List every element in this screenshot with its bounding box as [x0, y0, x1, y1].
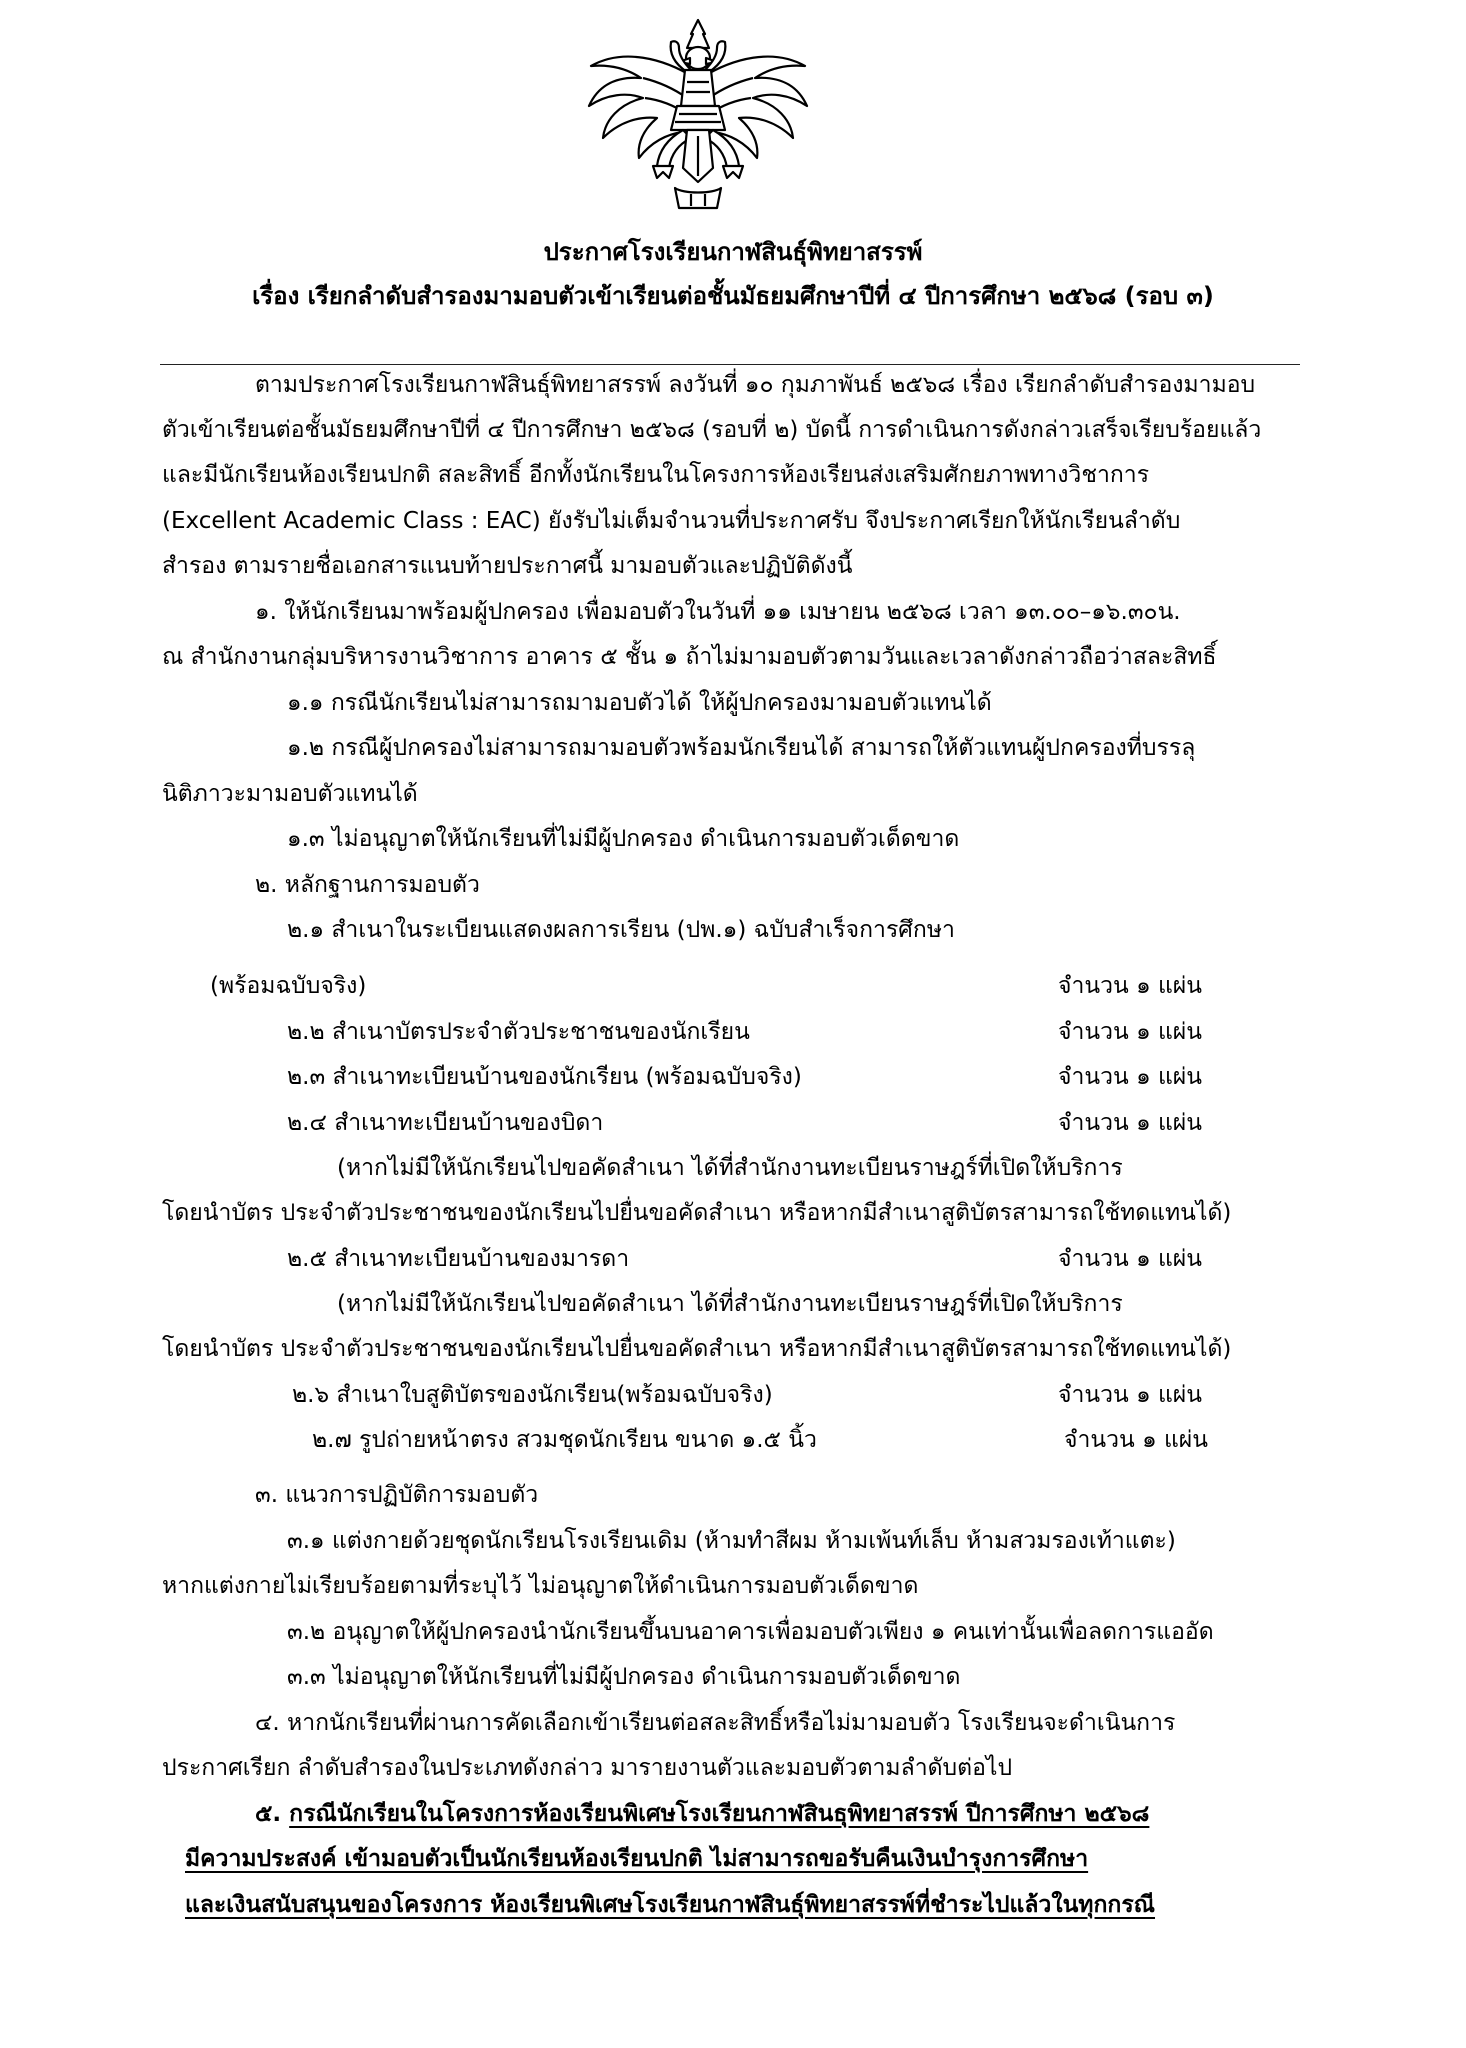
document-2-4-quantity: จำนวน ๑ แผ่น [1058, 1110, 1202, 1136]
intro-line-1: ตามประกาศโรงเรียนกาฬสินธุ์พิทยาสรรพ์ ลงวันที่ ๑๐ กุมภาพันธ์ ๒๕๖๘ เรื่อง เรียกลำดับสำรองมามอบ [255, 372, 1256, 398]
header-divider [160, 364, 1300, 365]
item3-sub1-line-2: หากแต่งกายไม่เรียบร้อยตามที่ระบุไว้ ไม่อนุญาตให้ดำเนินการมอบตัวเด็ดขาด [162, 1573, 919, 1599]
intro-line-3: และมีนักเรียนห้องเรียนปกติ สละสิทธิ์ อีกทั้งนักเรียนในโครงการห้องเรียนส่งเสริมศักยภาพทางวิชาการ [162, 462, 1150, 488]
item5-line-3: และเงินสนับสนุนของโครงการ ห้องเรียนพิเศษโรงเรียนกาฬสินธุ์พิทยาสรรพ์ที่ชำระไปแล้วในทุกกรณี [185, 1892, 1156, 1918]
document-2-5: ๒.๕ สำเนาทะเบียนบ้านของมารดา [287, 1246, 630, 1272]
document-2-3-quantity: จำนวน ๑ แผ่น [1058, 1064, 1202, 1090]
document-2-2: ๒.๒ สำเนาบัตรประจำตัวประชาชนของนักเรียน [287, 1019, 750, 1045]
item1-sub3: ๑.๓ ไม่อนุญาตให้นักเรียนที่ไม่มีผู้ปกครอง ดำเนินการมอบตัวเด็ดขาด [287, 826, 960, 852]
item4-line-1: ๔. หากนักเรียนที่ผ่านการคัดเลือกเข้าเรียนต่อสละสิทธิ์หรือไม่มามอบตัว โรงเรียนจะดำเนินการ [255, 1710, 1176, 1736]
document-2-4: ๒.๔ สำเนาทะเบียนบ้านของบิดา [287, 1110, 604, 1136]
item5-number: ๕. [255, 1801, 282, 1827]
document-2-1-line-1: ๒.๑ สำเนาในระเบียนแสดงผลการเรียน (ปพ.๑) ฉบับสำเร็จการศึกษา [287, 917, 955, 943]
intro-line-4: (Excellent Academic Class : EAC) ยังรับไม่เต็มจำนวนที่ประกาศรับ จึงประกาศเรียกให้นักเรียนลำดับ [162, 508, 1181, 534]
item3-sub1-line-1: ๓.๑ แต่งกายด้วยชุดนักเรียนโรงเรียนเดิม (ห้ามทำสีผม ห้ามเพ้นท์เล็บ ห้ามสวมรองเท้าแตะ) [287, 1528, 1176, 1554]
document-2-6: ๒.๖ สำเนาใบสูติบัตรของนักเรียน(พร้อมฉบับจริง) [292, 1382, 773, 1408]
document-2-6-quantity: จำนวน ๑ แผ่น [1058, 1382, 1202, 1408]
intro-line-5: สำรอง ตามรายชื่อเอกสารแนบท้ายประกาศนี้ มามอบตัวและปฏิบัติดังนี้ [162, 553, 853, 579]
document-2-5-note-line-1: (หากไม่มีให้นักเรียนไปขอคัดสำเนา ได้ที่สำนักงานทะเบียนราษฎร์ที่เปิดให้บริการ [337, 1291, 1123, 1317]
item1-line-2: ณ สำนักงานกลุ่มบริหารงานวิชาการ อาคาร ๕ ชั้น ๑ ถ้าไม่มามอบตัวตามวันและเวลาดังกล่าวถือว่าสละสิทธิ์ [162, 644, 1217, 670]
document-2-4-note-line-2: โดยนำบัตร ประจำตัวประชาชนของนักเรียนไปยื่นขอคัดสำเนา หรือหากมีสำเนาสูติบัตรสามารถใช้ทดแทนได้) [162, 1200, 1232, 1226]
document-2-7: ๒.๗ รูปถ่ายหน้าตรง สวมชุดนักเรียน ขนาด ๑.๕ นิ้ว [312, 1427, 817, 1453]
document-2-5-quantity: จำนวน ๑ แผ่น [1058, 1246, 1202, 1272]
item1-line-1: ๑. ให้นักเรียนมาพร้อมผู้ปกครอง เพื่อมอบตัวในวันที่ ๑๑ เมษายน ๒๕๖๘ เวลา ๑๓.๐๐–๑๖.๓๐น. [255, 599, 1181, 625]
item5-text-line-1: กรณีนักเรียนในโครงการห้องเรียนพิเศษโรงเรียนกาฬสินธุพิทยาสรรพ์ ปีการศึกษา ๒๕๖๘ [289, 1801, 1150, 1827]
intro-line-2: ตัวเข้าเรียนต่อชั้นมัธยมศึกษาปีที่ ๔ ปีการศึกษา ๒๕๖๘ (รอบที่ ๒) บัดนี้ การดำเนินการดังกล่าวเสร็จเรียบร้อยแล้ว [162, 417, 1262, 443]
document-2-4-note-line-1: (หากไม่มีให้นักเรียนไปขอคัดสำเนา ได้ที่สำนักงานทะเบียนราษฎร์ที่เปิดให้บริการ [337, 1155, 1123, 1181]
document-2-5-note-line-2: โดยนำบัตร ประจำตัวประชาชนของนักเรียนไปยื่นขอคัดสำเนา หรือหากมีสำเนาสูติบัตรสามารถใช้ทดแทนได้) [162, 1336, 1232, 1362]
item1-sub1: ๑.๑ กรณีนักเรียนไม่สามารถมามอบตัวได้ ให้ผู้ปกครองมามอบตัวแทนได้ [287, 690, 992, 716]
item4-line-2: ประกาศเรียก ลำดับสำรองในประเภทดังกล่าว มารายงานตัวและมอบตัวตามลำดับต่อไป [162, 1755, 1013, 1781]
item3-heading: ๓. แนวการปฏิบัติการมอบตัว [255, 1482, 539, 1508]
document-2-1-quantity: จำนวน ๑ แผ่น [1058, 973, 1202, 999]
item3-sub2: ๓.๒ อนุญาตให้ผู้ปกครองนำนักเรียนขึ้นบนอาคารเพื่อมอบตัวเพียง ๑ คนเท่านั้นเพื่อลดการแออัด [287, 1619, 1214, 1645]
item1-sub2-line-1: ๑.๒ กรณีผู้ปกครองไม่สามารถมามอบตัวพร้อมนักเรียนได้ สามารถให้ตัวแทนผู้ปกครองที่บรรลุ [287, 735, 1196, 761]
garuda-emblem-icon [583, 18, 813, 213]
document-2-2-quantity: จำนวน ๑ แผ่น [1058, 1019, 1202, 1045]
item3-sub3: ๓.๓ ไม่อนุญาตให้นักเรียนที่ไม่มีผู้ปกครอง ดำเนินการมอบตัวเด็ดขาด [287, 1664, 961, 1690]
document-2-7-quantity: จำนวน ๑ แผ่น [1064, 1427, 1208, 1453]
document-2-3: ๒.๓ สำเนาทะเบียนบ้านของนักเรียน (พร้อมฉบับจริง) [287, 1064, 802, 1090]
item5-line-1 [255, 1795, 1149, 1833]
document-2-1-line-2: (พร้อมฉบับจริง) [210, 973, 367, 999]
announcement-title: ประกาศโรงเรียนกาฬสินธุ์พิทยาสรรพ์ [543, 238, 923, 266]
item1-sub2-line-2: นิติภาวะมามอบตัวแทนได้ [162, 781, 418, 807]
announcement-subject: เรื่อง เรียกลำดับสำรองมามอบตัวเข้าเรียนต่อชั้นมัธยมศึกษาปีที่ ๔ ปีการศึกษา ๒๕๖๘ (รอบ ๓) [252, 282, 1214, 310]
item2-heading: ๒. หลักฐานการมอบตัว [255, 872, 480, 898]
item5-line-2: มีความประสงค์ เข้ามอบตัวเป็นนักเรียนห้องเรียนปกติ ไม่สามารถขอรับคืนเงินบำรุงการศึกษา [185, 1846, 1089, 1872]
